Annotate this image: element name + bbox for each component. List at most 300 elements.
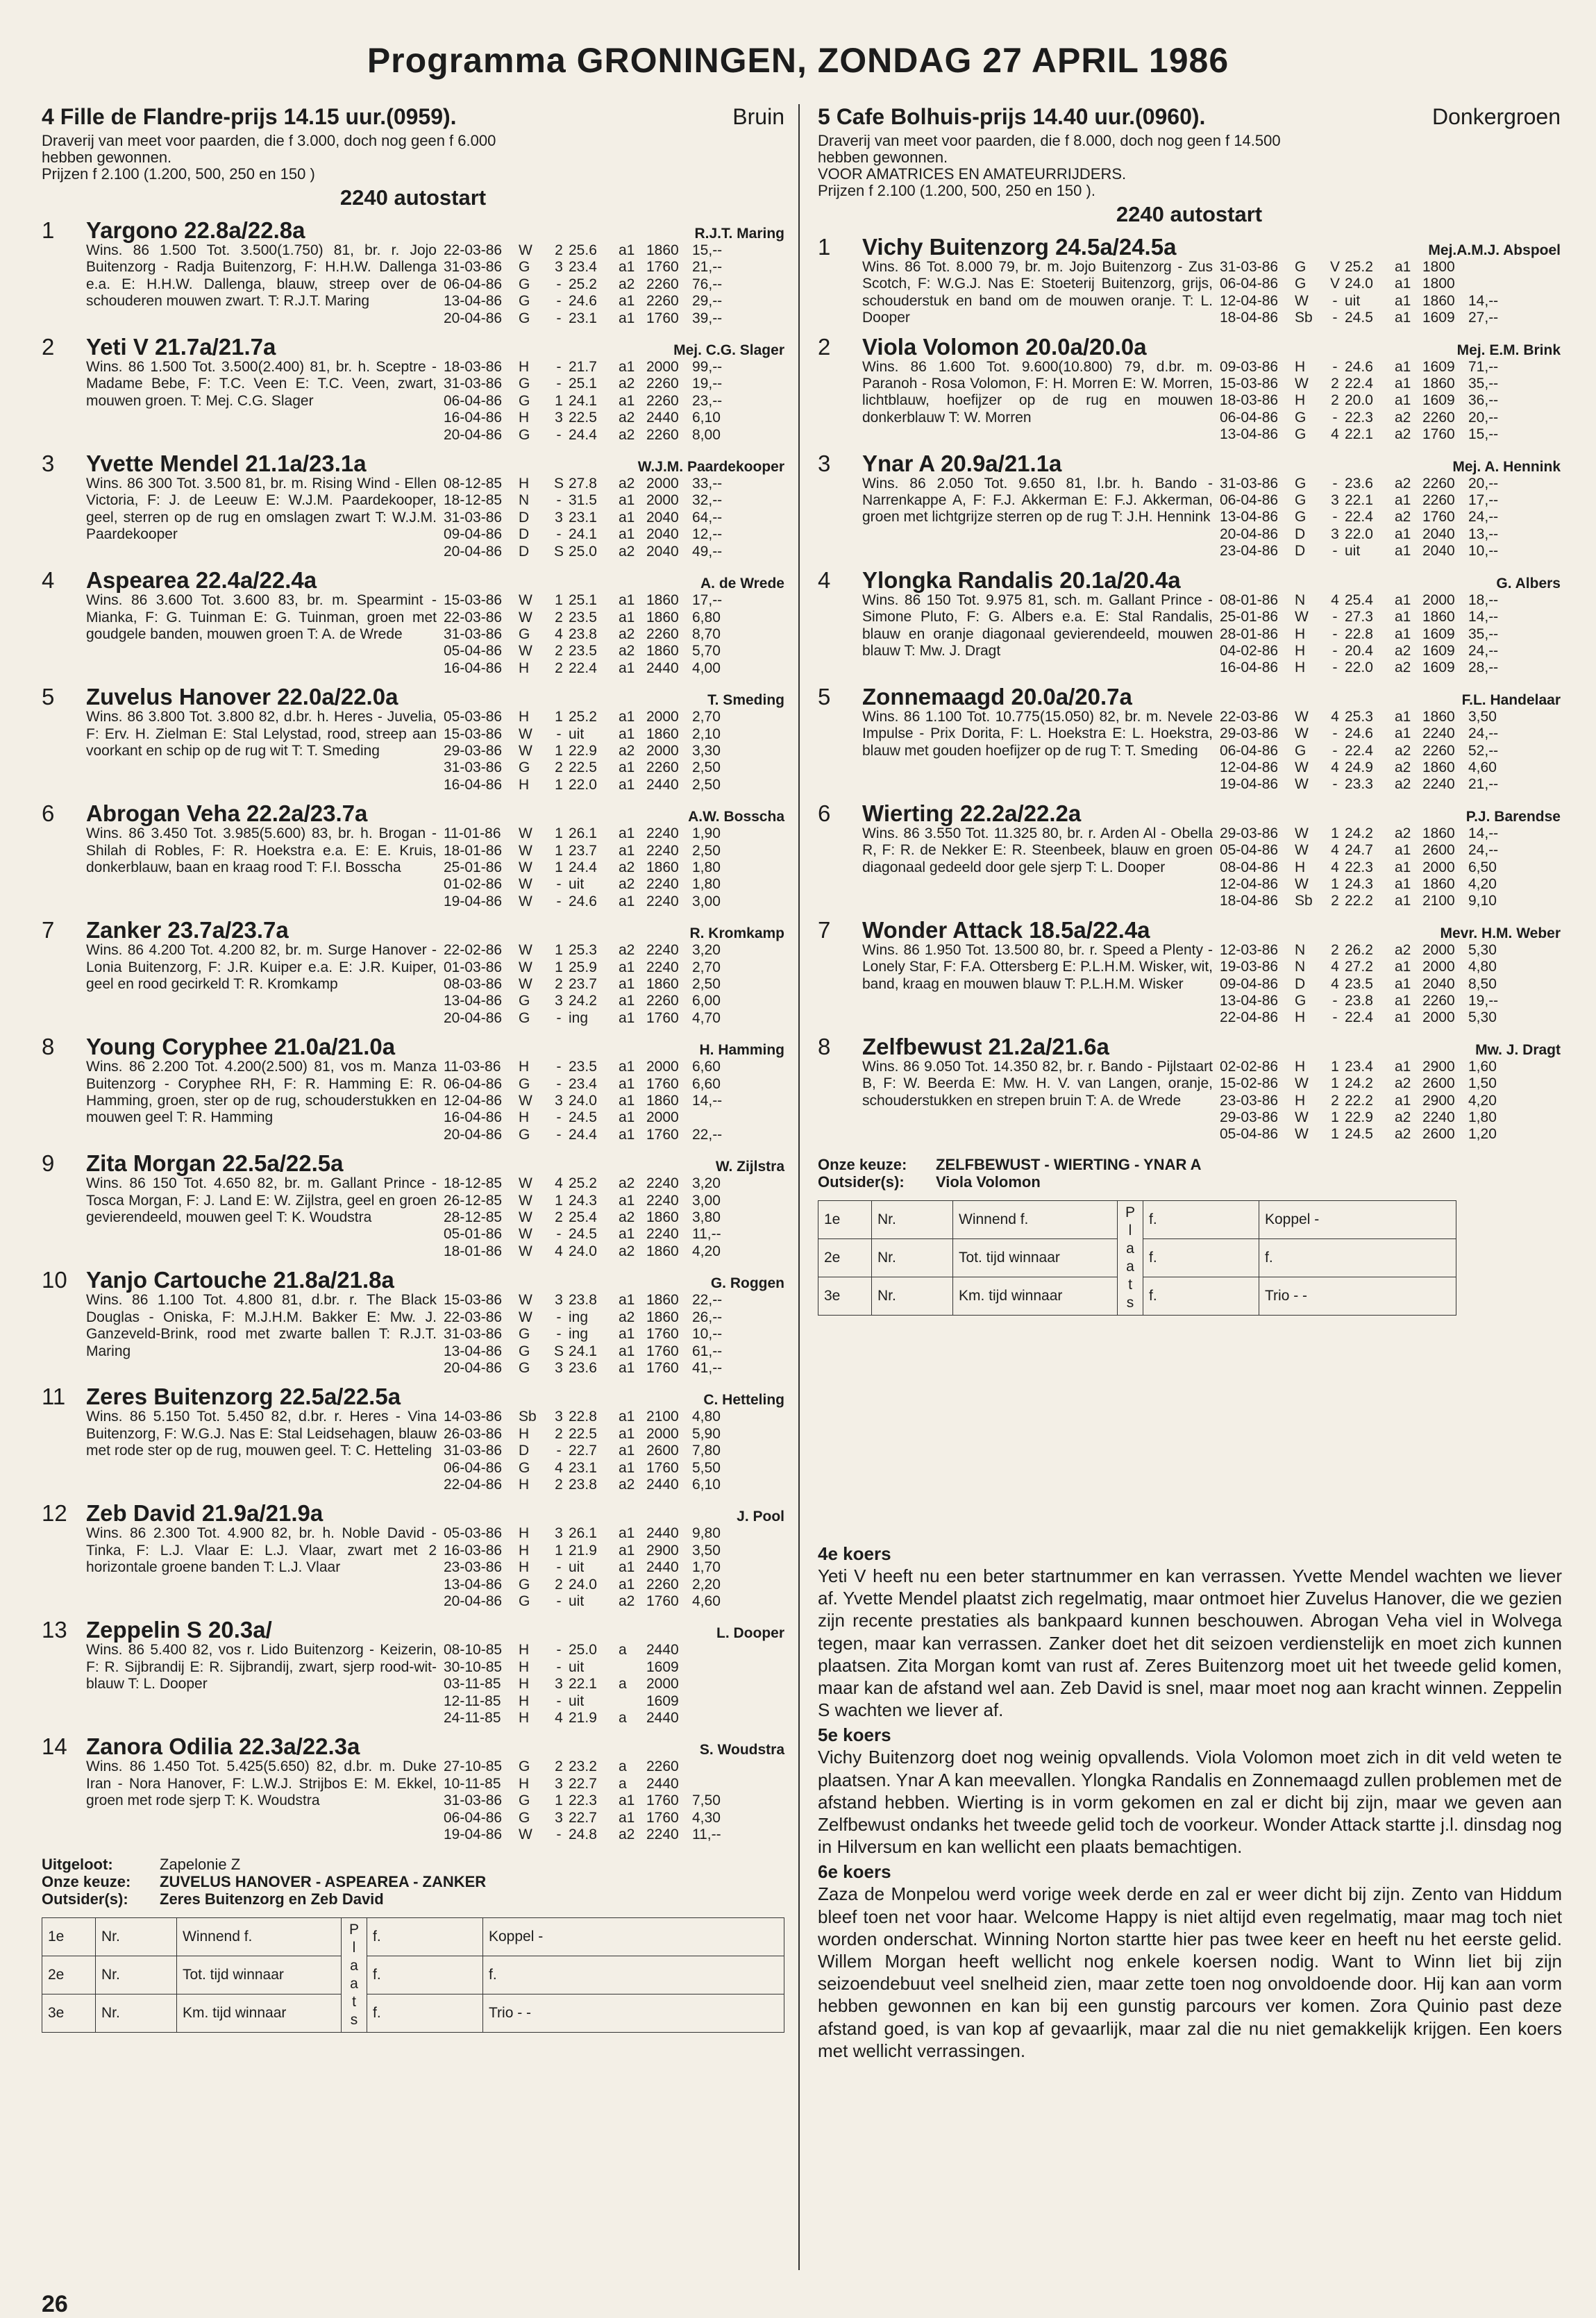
form-row — [444, 1309, 735, 1326]
form-row — [1220, 859, 1511, 876]
form-cell: 2000 — [646, 476, 679, 492]
result-extra: Koppel - — [483, 1918, 784, 1956]
form-cell: 5,50 — [692, 1459, 721, 1476]
commentary-text: Zaza de Monpelou werd vorige week derde en zal er weer dicht bij zijn. Zento van Hiddum bleef toen net voor haar. Welcome Happy is niet altijd even regelmatig, maar mag toch niet worden onderschat. Winning Norton startte hier pas twee keer en heeft nu het eerste gelid. Willem Morgan heeft wellicht nog enkele koersen nodig. Want to Winn liet bij zijn seizoendebuut veel snelheid zien, maar zette toen nog onvoldoende door. Hij kan aan vorm hebben gewonnen en kan bij een gunstig parcours ver komen. Zora Quinio past deze afstand goed, is van kop af gevaarlijk, maar zal die nu niet gemakkelijk krijgen. Een koers met wellicht verrassingen. — [818, 1883, 1562, 2061]
form-cell: D — [519, 1443, 530, 1459]
form-cell: 24.2 — [1345, 1075, 1373, 1092]
form-cell: 12-04-86 — [1220, 759, 1279, 775]
form-cell: 24,-- — [1468, 642, 1499, 659]
form-cell: 31-03-86 — [444, 509, 503, 526]
horse-form-table — [1220, 259, 1511, 327]
form-cell: W — [519, 1175, 532, 1192]
form-row — [444, 777, 735, 793]
form-cell: 3 — [555, 410, 563, 426]
form-cell: - — [556, 1126, 562, 1143]
form-cell: 22-03-86 — [444, 609, 503, 625]
form-cell: 23.8 — [569, 1292, 597, 1309]
form-cell: H — [519, 1542, 530, 1559]
form-cell: 2 — [555, 609, 563, 625]
horse-form-table — [1220, 825, 1511, 910]
form-cell: a2 — [619, 276, 635, 292]
form-cell: a1 — [619, 609, 635, 625]
form-cell: - — [1332, 725, 1338, 742]
horse-body — [86, 1409, 784, 1493]
form-cell: 27,-- — [1468, 310, 1499, 326]
form-cell: W — [519, 959, 532, 975]
form-cell: 4,80 — [1468, 959, 1497, 975]
form-cell: G — [519, 1359, 530, 1376]
form-cell: a1 — [619, 1576, 635, 1593]
form-cell: 24.3 — [569, 1192, 597, 1209]
form-cell: 19-04-86 — [1220, 776, 1279, 793]
selection-line — [818, 1173, 1561, 1191]
form-row — [1220, 359, 1511, 376]
result-nr-label: Nr. — [96, 1918, 177, 1956]
form-cell: - — [1332, 475, 1338, 492]
horse-form-table — [444, 359, 735, 444]
form-cell: 13-04-86 — [444, 993, 503, 1009]
form-cell: W — [519, 1209, 532, 1226]
form-cell: 12-03-86 — [1220, 941, 1279, 958]
horse-body — [86, 1642, 784, 1727]
form-cell: 22.7 — [569, 1775, 597, 1792]
form-cell: 18-01-86 — [444, 842, 503, 859]
form-cell: 2000 — [1422, 941, 1455, 958]
form-cell: a2 — [619, 876, 635, 893]
form-cell: 2260 — [646, 426, 679, 443]
form-cell: a2 — [619, 1309, 635, 1325]
form-cell: a1 — [619, 1126, 635, 1143]
form-cell: 2040 — [646, 509, 679, 526]
form-cell: 2240 — [646, 1192, 679, 1209]
form-cell: 1,50 — [1468, 1075, 1497, 1092]
form-cell: - — [556, 426, 562, 443]
form-cell: a2 — [619, 1826, 635, 1843]
horse-header — [42, 567, 784, 594]
horse-form-table — [444, 1758, 735, 1843]
form-cell: - — [1332, 642, 1338, 659]
form-cell: 1 — [1331, 1126, 1339, 1143]
form-cell: 06-04-86 — [444, 1809, 503, 1826]
form-cell: 24.6 — [1345, 358, 1373, 375]
form-cell: 31-03-86 — [1220, 475, 1279, 492]
form-cell: 1760 — [646, 1126, 679, 1143]
form-row — [444, 1426, 735, 1443]
horse-description: Wins. 86 1.100 Tot. 10.775(15.050) 82, br. m. Nevele Impulse - Prix Dorita, F: L. Hoekstra E: L. Hoekstra, blauw met gouden hoefijzer op de rug T: T. Smeding — [862, 708, 1213, 759]
form-cell: 3,30 — [692, 742, 721, 759]
form-cell: 15-03-86 — [444, 725, 503, 742]
form-cell: 15-02-86 — [1220, 1075, 1279, 1092]
form-cell: 2440 — [646, 1642, 679, 1658]
form-row — [444, 1243, 735, 1260]
horse-number: 12 — [42, 1500, 67, 1527]
form-row — [1220, 1009, 1511, 1026]
horse-body — [86, 1758, 784, 1843]
form-cell: G — [519, 1343, 530, 1359]
form-cell: 1 — [555, 842, 563, 859]
form-cell: a1 — [619, 1792, 635, 1809]
form-cell: 1 — [1331, 1058, 1339, 1075]
form-cell: 23,-- — [692, 392, 723, 409]
form-cell: a2 — [1395, 509, 1411, 526]
form-cell: a1 — [619, 1192, 635, 1209]
form-cell: 1 — [555, 825, 563, 842]
form-cell: 2240 — [646, 842, 679, 859]
form-cell: 04-02-86 — [1220, 642, 1279, 659]
form-cell: 1860 — [646, 1209, 679, 1226]
horse-description: Wins. 86 1.600 Tot. 9.600(10.800) 79, d.br. m. Paranoh - Rosa Volomon, F: H. Morren E: W. Morren, lichtblauw, hoefijzer op de rug en mouwen donkerblauw T: W. Morren — [862, 358, 1213, 426]
form-cell: 1 — [555, 959, 563, 975]
form-cell: 2040 — [1422, 543, 1455, 560]
form-cell: 1 — [555, 742, 563, 759]
form-cell: 18-03-86 — [1220, 392, 1279, 409]
form-cell: 76,-- — [692, 276, 723, 292]
form-cell: H — [519, 1425, 530, 1442]
form-cell: 16-04-86 — [444, 1109, 503, 1126]
form-cell: W — [1295, 292, 1309, 309]
form-row — [1220, 609, 1511, 625]
form-row — [1220, 876, 1511, 893]
horse-description: Wins. 86 2.200 Tot. 4.200(2.500) 81, vos m. Manza Buitenzorg - Coryphee RH, F: R. Hamming E: R. Hamming, groen, ster op de rug, schouderstukken en mouwen geel T: R. Hamming — [86, 1059, 437, 1126]
form-cell: 23.1 — [569, 310, 597, 326]
form-cell: 2440 — [646, 1710, 679, 1726]
form-row — [444, 660, 735, 677]
form-cell: 2000 — [646, 492, 679, 509]
form-row — [444, 1175, 735, 1192]
form-cell: 1860 — [646, 1093, 679, 1109]
form-row — [1220, 776, 1511, 793]
form-row — [444, 743, 735, 759]
horse-form-table — [444, 476, 735, 560]
form-cell: 2100 — [1422, 893, 1455, 909]
horse-header — [42, 1733, 784, 1760]
form-cell: 24.1 — [569, 392, 597, 409]
form-row — [1220, 725, 1511, 742]
form-cell: uit — [1345, 543, 1361, 560]
form-cell: 22.7 — [569, 1809, 597, 1826]
form-cell: 13-04-86 — [1220, 993, 1279, 1009]
horse-entry — [818, 567, 1561, 677]
horse-form-table — [1220, 709, 1511, 793]
form-cell: 21.9 — [569, 1710, 597, 1726]
form-cell: - — [1332, 776, 1338, 793]
form-cell: a1 — [1395, 358, 1411, 375]
form-cell: 9,10 — [1468, 893, 1497, 909]
form-cell: 5,30 — [1468, 941, 1497, 958]
horse-driver: H. Hamming — [699, 1042, 784, 1059]
form-cell: 1860 — [646, 1309, 679, 1325]
form-cell: 22.0 — [569, 776, 597, 793]
form-cell: 29-03-86 — [1220, 825, 1279, 841]
horse-form-table — [444, 1642, 735, 1727]
form-cell — [1468, 276, 1510, 292]
form-cell: a1 — [1395, 859, 1411, 875]
form-cell: 28-12-85 — [444, 1209, 503, 1226]
form-cell: 22.1 — [1345, 492, 1373, 509]
form-row — [1220, 660, 1511, 676]
form-cell: a1 — [1395, 392, 1411, 409]
form-cell: 3 — [555, 1809, 563, 1826]
form-cell: 3 — [555, 1775, 563, 1792]
form-cell: 23.5 — [569, 609, 597, 625]
form-cell: 24-11-85 — [444, 1710, 501, 1726]
horse-driver: W.J.M. Paardekooper — [637, 459, 784, 476]
race-4-column — [42, 104, 784, 2033]
result-row — [818, 1200, 1456, 1238]
horse-name: Vichy Buitenzorg 24.5a/24.5a — [862, 234, 1177, 260]
form-row — [444, 1758, 735, 1775]
form-cell: 27-10-85 — [444, 1758, 503, 1775]
form-cell: 1 — [555, 859, 563, 875]
horse-driver: Mej. A. Hennink — [1452, 458, 1561, 475]
form-cell: 2 — [1331, 941, 1339, 958]
form-cell: W — [1295, 825, 1309, 841]
result-label: Km. tijd winnaar — [953, 1277, 1118, 1315]
form-cell: 4,70 — [692, 1009, 721, 1026]
form-cell: 19-04-86 — [444, 893, 503, 909]
form-cell: 25-01-86 — [1220, 609, 1279, 625]
form-cell: 02-02-86 — [1220, 1058, 1279, 1075]
form-cell: - — [556, 893, 562, 909]
form-cell: G — [519, 1809, 530, 1826]
race-color: Donkergroen — [1432, 104, 1561, 129]
form-cell: a2 — [1395, 825, 1411, 841]
form-cell: a1 — [619, 976, 635, 992]
form-cell: - — [1332, 292, 1338, 309]
form-cell: - — [556, 1075, 562, 1092]
form-cell: 15,-- — [1468, 426, 1499, 443]
form-cell: 4 — [1331, 708, 1339, 725]
form-row — [444, 843, 735, 859]
form-row — [444, 610, 735, 626]
form-cell: W — [519, 1826, 532, 1843]
form-cell: G — [519, 310, 530, 326]
form-cell: 23.5 — [569, 643, 597, 660]
horse-form-table — [1220, 476, 1511, 560]
horse-header — [42, 917, 784, 943]
form-row — [444, 1409, 735, 1425]
form-row — [444, 410, 735, 426]
form-cell: 06-04-86 — [444, 1075, 503, 1092]
result-nr-label: Nr. — [96, 1956, 177, 1994]
result-f: f. — [367, 1956, 483, 1994]
form-cell: H — [519, 1642, 530, 1658]
form-cell: 24.7 — [1345, 842, 1373, 859]
horse-body — [862, 259, 1561, 327]
form-cell: 24.3 — [1345, 875, 1373, 892]
form-cell: G — [1295, 259, 1307, 275]
form-cell: uit — [569, 725, 585, 742]
form-cell: 31-03-86 — [444, 625, 503, 642]
form-cell: 20.0 — [1345, 392, 1373, 409]
form-cell — [692, 1659, 734, 1676]
form-cell: 23.1 — [569, 1459, 597, 1476]
form-cell: a1 — [619, 392, 635, 409]
form-cell: 14,-- — [1468, 825, 1499, 841]
form-cell: a1 — [619, 1542, 635, 1559]
horse-header — [818, 334, 1561, 360]
form-cell: 15-03-86 — [444, 1292, 503, 1309]
form-cell: W — [519, 1309, 532, 1325]
form-cell: G — [519, 426, 530, 443]
form-cell: 4 — [555, 1459, 563, 1476]
form-row — [1220, 1075, 1511, 1092]
form-cell: a1 — [619, 1359, 635, 1376]
form-cell: a1 — [619, 259, 635, 276]
form-cell: W — [519, 842, 532, 859]
form-cell: 1 — [555, 709, 563, 725]
form-cell: 4 — [1331, 859, 1339, 875]
form-cell: a1 — [619, 725, 635, 742]
form-cell: 2900 — [1422, 1092, 1455, 1109]
form-cell: 24.6 — [569, 293, 597, 310]
form-cell: H — [1295, 660, 1306, 676]
commentary-text: Vichy Buitenzorg doet nog weinig opvallends. Viola Volomon moet zich in dit veld weten te plaatsen. Ynar A kan meevallen. Ylongka Randalis en Zonnemaagd zullen problemen met de afstand hebben. Wierting is in vorm gekomen en zal er dicht bij zijn, maar we geven aan Zelfbewust ondanks het tweede gelid toch de voorkeur. Wonder Attack startte j.l. dinsdag nog in Hilversum en kan wellicht een plaats bemachtigen. — [818, 1747, 1562, 1858]
selection-label: Outsider(s): — [42, 1890, 128, 1908]
horse-header — [818, 917, 1561, 943]
form-cell: a2 — [619, 410, 635, 426]
column-divider — [798, 104, 800, 2270]
form-cell: 25.2 — [1345, 259, 1373, 275]
selection-label: Uitgeloot: — [42, 1856, 113, 1874]
form-cell: uit — [1345, 292, 1361, 309]
form-row — [1220, 959, 1511, 975]
form-cell: 22.9 — [1345, 1109, 1373, 1126]
form-cell: uit — [569, 1693, 585, 1709]
form-cell: 2440 — [646, 1559, 679, 1576]
form-cell: 24.6 — [569, 893, 597, 909]
form-cell: 1760 — [646, 1792, 679, 1809]
horse-number: 9 — [42, 1150, 55, 1177]
form-cell: a2 — [1395, 941, 1411, 958]
form-row — [444, 544, 735, 560]
form-cell: 13-04-86 — [1220, 509, 1279, 526]
form-cell: W — [519, 609, 532, 625]
form-cell: 26-03-86 — [444, 1425, 503, 1442]
form-cell: 1609 — [1422, 392, 1455, 409]
form-cell: 22-03-86 — [1220, 708, 1279, 725]
form-row — [1220, 426, 1511, 443]
race-description: Draverij van meet voor paarden, die f 3.000, doch nog geen f 6.000 hebben gewonnen. Prijzen f 2.100 (1.200, 500, 250 en 150 ) — [42, 132, 496, 183]
horse-body — [86, 1059, 784, 1143]
form-cell: 8,00 — [692, 426, 721, 443]
form-cell: 3,20 — [692, 1175, 721, 1192]
form-row — [444, 1776, 735, 1792]
form-cell: 2000 — [646, 709, 679, 725]
form-cell: H — [519, 1658, 530, 1675]
horse-entry — [42, 217, 784, 327]
selection-value: ZELFBEWUST - WIERTING - YNAR A — [936, 1155, 1202, 1173]
form-cell: 3 — [555, 509, 563, 526]
form-cell: a1 — [1395, 1058, 1411, 1075]
commentary-heading: 4e koers — [818, 1543, 891, 1564]
horse-number: 11 — [42, 1384, 66, 1410]
form-cell: 23.5 — [1345, 975, 1373, 992]
form-cell: 6,60 — [692, 1075, 721, 1092]
form-cell: 1860 — [646, 725, 679, 742]
form-cell: 1860 — [646, 609, 679, 625]
form-cell: 2000 — [1422, 859, 1455, 875]
horse-number: 10 — [42, 1267, 67, 1293]
form-row — [444, 859, 735, 876]
form-cell: a1 — [619, 959, 635, 975]
form-cell: W — [519, 592, 532, 609]
form-cell: 1860 — [1422, 376, 1455, 392]
horse-driver: T. Smeding — [707, 692, 784, 709]
form-cell: 24.1 — [569, 526, 597, 543]
form-cell: a1 — [1395, 975, 1411, 992]
form-cell: 08-01-86 — [1220, 591, 1279, 608]
horse-number: 4 — [42, 567, 55, 594]
horse-header — [818, 800, 1561, 827]
form-cell: a1 — [619, 1459, 635, 1476]
horse-entry — [42, 1034, 784, 1143]
form-cell: a1 — [619, 893, 635, 909]
horse-description: Wins. 86 3.550 Tot. 11.325 80, br. r. Arden Al - Obella R, F: R. de Nekker E: R. Steenbeek, blauw en groen diagonaal gedeeld door gele sjerp T: L. Dooper — [862, 825, 1213, 875]
form-cell — [692, 1710, 734, 1727]
form-cell: - — [1332, 409, 1338, 426]
form-cell: 1,80 — [692, 859, 721, 875]
form-cell: ing — [569, 1309, 589, 1325]
form-cell: - — [556, 1593, 562, 1609]
form-cell: 27.2 — [1345, 959, 1373, 975]
form-cell: 1860 — [1422, 875, 1455, 892]
result-plaats: P l a a t s — [1118, 1200, 1143, 1315]
form-cell: 31-03-86 — [444, 759, 503, 776]
race-title: 4 Fille de Flandre-prijs 14.15 uur.(0959). — [42, 104, 457, 129]
form-cell: a1 — [619, 1075, 635, 1092]
horse-name: Zeppelin S 20.3a/ — [86, 1617, 272, 1643]
form-cell: W — [1295, 759, 1309, 775]
form-cell: 3,00 — [692, 1192, 721, 1209]
horse-entry — [818, 917, 1561, 1027]
form-cell: 2240 — [646, 959, 679, 975]
form-row — [444, 993, 735, 1009]
form-cell: 2240 — [646, 942, 679, 959]
form-cell: 18-12-85 — [444, 1175, 503, 1192]
horse-driver: A. de Wrede — [700, 576, 784, 592]
form-row — [1220, 1126, 1511, 1143]
horse-name: Zanker 23.7a/23.7a — [86, 917, 289, 943]
horse-entry — [42, 1150, 784, 1260]
form-row — [444, 876, 735, 893]
form-row — [444, 1292, 735, 1309]
form-cell: 23.8 — [1345, 993, 1373, 1009]
horse-name: Aspearea 22.4a/22.4a — [86, 567, 317, 594]
form-cell: H — [519, 476, 530, 492]
form-cell: 3 — [555, 1525, 563, 1542]
form-cell: W — [1295, 1126, 1309, 1143]
form-cell: 26.1 — [569, 825, 597, 842]
result-place: 3e — [42, 1994, 96, 2033]
form-cell: a1 — [619, 1226, 635, 1243]
form-cell: a1 — [619, 1009, 635, 1026]
result-label: Winnend f. — [177, 1918, 342, 1956]
form-cell: 2000 — [646, 359, 679, 376]
form-row — [444, 626, 735, 643]
form-row — [444, 592, 735, 609]
form-cell: 3 — [555, 1292, 563, 1309]
result-extra: Koppel - — [1259, 1200, 1456, 1238]
form-cell: 3 — [555, 993, 563, 1009]
form-cell: 2260 — [1422, 475, 1455, 492]
form-cell — [692, 1109, 734, 1126]
selection-value: Zeres Buitenzorg en Zeb David — [160, 1890, 384, 1908]
horse-form-table — [1220, 359, 1511, 444]
form-cell: 2240 — [646, 1175, 679, 1192]
form-row — [444, 959, 735, 976]
form-cell: 2240 — [646, 893, 679, 909]
